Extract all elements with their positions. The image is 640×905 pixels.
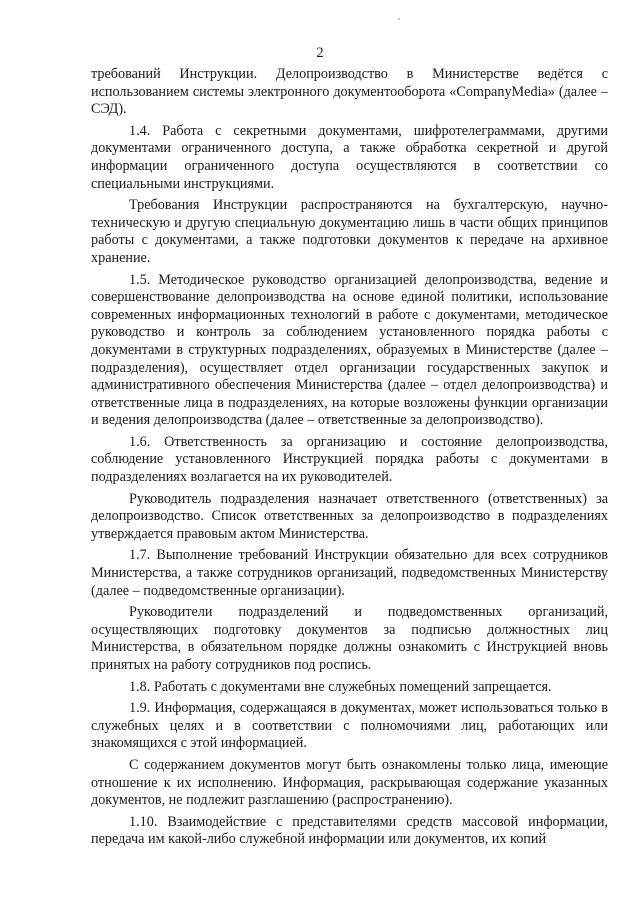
paragraph-responsible-appointment: Руководитель подразделения назначает ответственного (ответственных) за делопроизводство. Список ответственных за делопроизводство в подразделениях утверждается правовым актом Министерства. — [91, 490, 608, 542]
document-body — [91, 66, 608, 853]
paragraph-instruction-scope: Требования Инструкции распространяются на бухгалтерскую, научно-техническую и другую специальную документацию лишь в части общих принципов работы с документами, а также подготовки документов к передаче на архивное хранение. — [91, 197, 608, 266]
paragraph-1-6: 1.6. Ответственность за организацию и состояние делопроизводства, соблюдение установленного Инструкцией порядка работы с документами в подразделениях возлагается на их руководителей. — [91, 433, 608, 486]
paragraph-1-5: 1.5. Методическое руководство организацией делопроизводства, ведение и совершенствование делопроизводства на основе единой политики, использование современных информационных технологий в работе с документами, методическое руководство и контроль за соблюдением установленного порядка работы с документами в структурных подразделениях, образуемых в Министерстве (далее – подразделения), осуществляет отдел организации государственных закупок и административного обеспечения Министерства (далее – отдел делопроизводства) и ответственные лица в подразделениях, на которые возложены функции организации и ведения делопроизводства (далее – ответственные за делопроизводство). — [91, 271, 608, 429]
paragraph-1-4: 1.4. Работа с секретными документами, шифротелеграммами, другими документами ограниченного доступа, а также обработка секретной и другой информации ограниченного доступа осуществляются в соответствии со специальными инструкциями. — [91, 122, 608, 192]
paragraph-access-restriction: С содержанием документов могут быть ознакомлены только лица, имеющие отношение к их исполнению. Информация, раскрывающая содержание указанных документов, не подлежит разглашению (распространению). — [91, 756, 608, 809]
page-number: 2 — [316, 45, 324, 61]
paragraph-1-7: 1.7. Выполнение требований Инструкции обязательно для всех сотрудников Министерства, а также сотрудников организаций, подведомственных Министерству (далее – подведомственные организации). — [91, 547, 608, 599]
paragraph-heads-familiarize: Руководители подразделений и подведомственных организаций, осуществляющих подготовку документов за подписью должностных лиц Министерства, в обязательном порядке должны ознакомить с Инструкцией вновь принятых на работу сотрудников под роспись. — [91, 604, 608, 673]
paragraph-1-9: 1.9. Информация, содержащаяся в документах, может использоваться только в служебных целях и в соответствии с полномочиями лиц, работающих или знакомящихся с этой информацией. — [91, 700, 608, 752]
scan-artifact — [398, 18, 400, 20]
paragraph-1-8: 1.8. Работать с документами вне служебных помещений запрещается. — [129, 678, 552, 695]
paragraph-continuation: требований Инструкции. Делопроизводство в Министерстве ведётся с использованием системы электронного документооборота «CompanyMedia» (далее – СЭД). — [91, 66, 608, 118]
paragraph-1-10: 1.10. Взаимодействие с представителями средств массовой информации, передача им какой-либо служебной информации или документов, их копий — [91, 813, 608, 848]
